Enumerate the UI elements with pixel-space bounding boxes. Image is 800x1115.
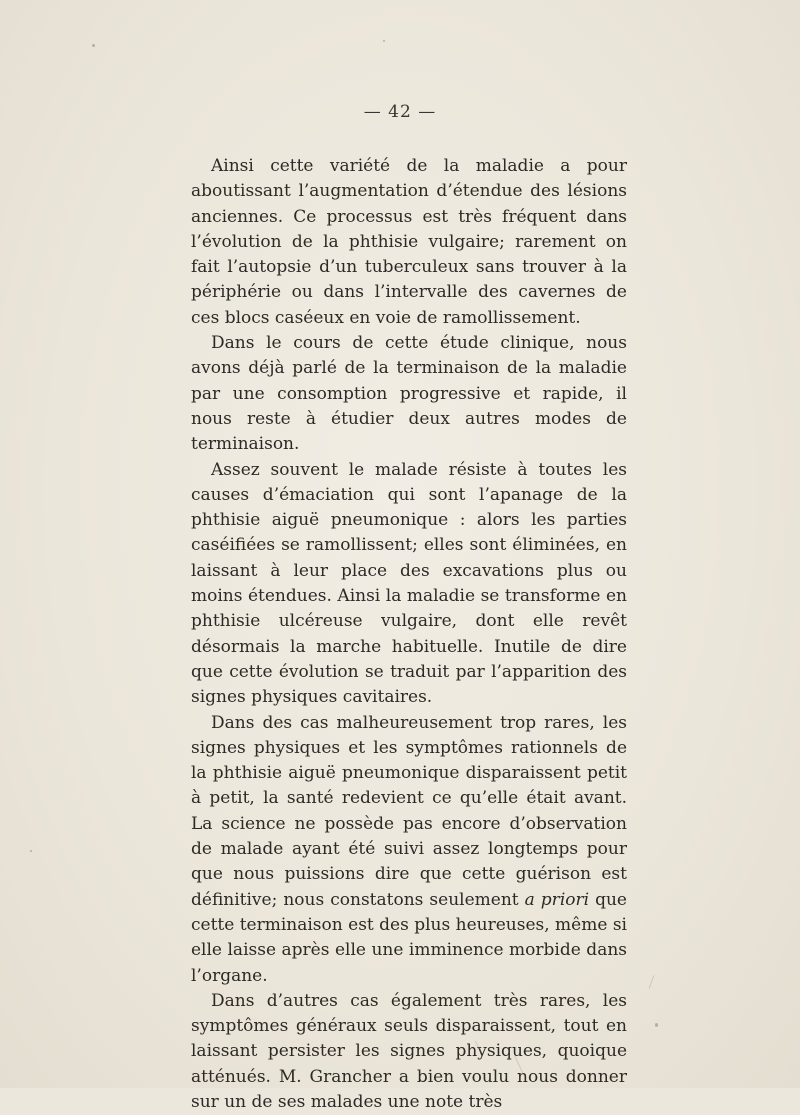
scan-speck (92, 44, 95, 47)
paragraph-3: Assez souvent le malade résiste à toutes les causes d’émaciation qui sont l’apanage de la phthisie aiguë pneumonique : alors les parties caséifiées se ramollissent; elles sont éliminées, en laissant à leur place des excavations plus ou moins étendues. Ainsi la maladie se transforme en phthisie ulcéreuse vulgaire, dont elle revêt désormais la marche habituelle. Inutile de dire que cette évolution se traduit par l’apparition des signes physiques cavitaires. (191, 459, 627, 708)
paragraph-2: Dans le cours de cette étude clinique, nous avons déjà parlé de la terminaison de la maladie par une consomption progressive et rapide, il nous reste à étudier deux autres modes de terminaison. (191, 333, 627, 455)
paragraph-4 (191, 711, 627, 989)
scan-speck (383, 40, 385, 42)
paragraph-5: Dans d’autres cas également très rares, les symptômes généraux seuls disparaissent, tout en laissant persister les signes physiques, quoique atténués. M. Grancher a bien voulu nous donner sur un de ses malades une note très (191, 990, 627, 1112)
paragraph-4-italic-a-priori: a priori (524, 889, 590, 910)
scan-speck (30, 850, 32, 852)
scan-speck (655, 1023, 658, 1027)
page-number: — 42 — (363, 102, 437, 122)
body-text (191, 154, 627, 1115)
paragraph-4-text-start: Dans des cas malheureusement trop rares, les signes physiques et les symptômes rationnels de la phthisie aiguë pneumonique disparaissent petit à petit, la santé redevient ce qu’elle était avant. La science ne possède pas encore d’observation de malade ayant été suivi assez longtemps pour que nous puissions dire que cette guérison est définitive; nous constatons seulement (191, 712, 627, 910)
paragraph-1: Ainsi cette variété de la maladie a pour aboutissant l’augmentation d’étendue des lésions anciennes. Ce processus est très fréquent dans l’évolution de la phthisie vulgaire; rarement on fait l’autopsie d’un tuberculeux sans trouver à la périphérie ou dans l’intervalle des cavernes de ces blocs caséeux en voie de ramollissement. (191, 156, 627, 328)
paragraph-4-text-end: que cette terminaison est des plus heureuses, même si elle laisse après elle une imminence morbide dans l’organe. (191, 889, 627, 986)
scan-scratch (649, 975, 655, 988)
